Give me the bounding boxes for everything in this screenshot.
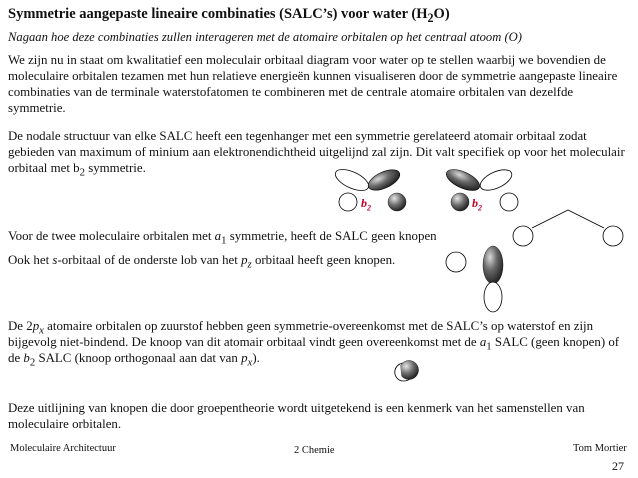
paragraph-intro: We zijn nu in staat om kwalitatief een moleculair orbitaal diagram voor water op te stellen waarbij we bovendien de moleculaire orbitalen tezamen met hun relatieve energieën kunnen visualiseren door de symmetrie aangepaste lineaire combinaties van de terminale waterstofatomen te combineren met de centrale atomaire orbitalen van dezelfde symmetrie. bbox=[8, 53, 618, 115]
px-orbital bbox=[395, 361, 419, 382]
b2-left-h-white-sphere bbox=[339, 193, 357, 211]
page-number: 27 bbox=[612, 459, 624, 473]
b2-left-dark-lobe bbox=[365, 166, 403, 195]
paragraph-s-orbital: Ook het s-orbitaal of de onderste lob van het $p_z$ orbitaal heeft geen knopen. bbox=[8, 253, 396, 271]
b2-label-right: $b_2$ bbox=[472, 196, 482, 213]
pz-upper-dark-lobe bbox=[483, 246, 503, 284]
bond-left bbox=[532, 210, 568, 228]
b2-right-h-dark-sphere bbox=[451, 193, 469, 211]
s-orbital bbox=[446, 252, 466, 272]
b2-right-dark-lobe bbox=[443, 165, 482, 195]
footer-author: Tom Mortier bbox=[573, 443, 627, 454]
b2-left-white-lobe bbox=[332, 165, 371, 195]
a1-salc-diagram bbox=[513, 210, 623, 246]
paragraph-2px-nonbonding: De $2p_x$ atomaire orbitalen op zuurstof hebben geen symmetrie-overeenkomst met de SALC’s op waterstof en zijn bijgevolg niet-bindend. De knoop van dit atomair orbitaal vindt geen overeenkomst met de $a_1$ SALC (geen knopen) of de $b_2$ SALC (knoop orthogonaal aan dat van $p_x$). bbox=[8, 319, 620, 369]
paragraph-nodal-structure: De nodale structuur van elke SALC heeft een tegenhanger met een symmetrie gerelateerd atomair orbitaal zodat gebieden van maximum of minium aan elektronendichtheid uitgelijnd zal zijn. Dit valt specifiek op voor het moleculair orbitaal met $b_2$ symmetrie. bbox=[8, 129, 625, 179]
b2-label-left: $b_2$ bbox=[361, 196, 371, 213]
b2-left-h-dark-sphere bbox=[388, 193, 406, 211]
a1-h-right-sphere bbox=[603, 226, 623, 246]
slide-subtitle: Nagaan hoe deze combinaties zullen interageren met de atomaire orbitalen op het centraal atoom (O) bbox=[8, 30, 522, 44]
b2-right-h-white-sphere bbox=[500, 193, 518, 211]
a1-h-left-sphere bbox=[513, 226, 533, 246]
slide-title: Symmetrie aangepaste lineaire combinaties (SALC’s) voor water $(H_2O)$ bbox=[8, 6, 450, 25]
paragraph-a1-symmetry: Voor de twee moleculaire orbitalen met $a_1$ symmetrie, heeft de SALC geen knopen bbox=[8, 229, 437, 247]
pz-orbital bbox=[483, 246, 503, 312]
b2-right-white-lobe bbox=[477, 166, 515, 195]
paragraph-conclusion: Deze uitlijning van knopen die door groepentheorie wordt uitgetekend is een kenmerk van het samenstellen van moleculaire orbitalen. bbox=[8, 401, 585, 431]
pz-lower-white-lobe bbox=[484, 282, 502, 312]
footer-program: 2 Chemie bbox=[294, 445, 335, 456]
footer-course: Moleculaire Architectuur bbox=[10, 443, 116, 454]
px-dark-lobe bbox=[400, 361, 419, 380]
bond-right bbox=[568, 210, 604, 228]
